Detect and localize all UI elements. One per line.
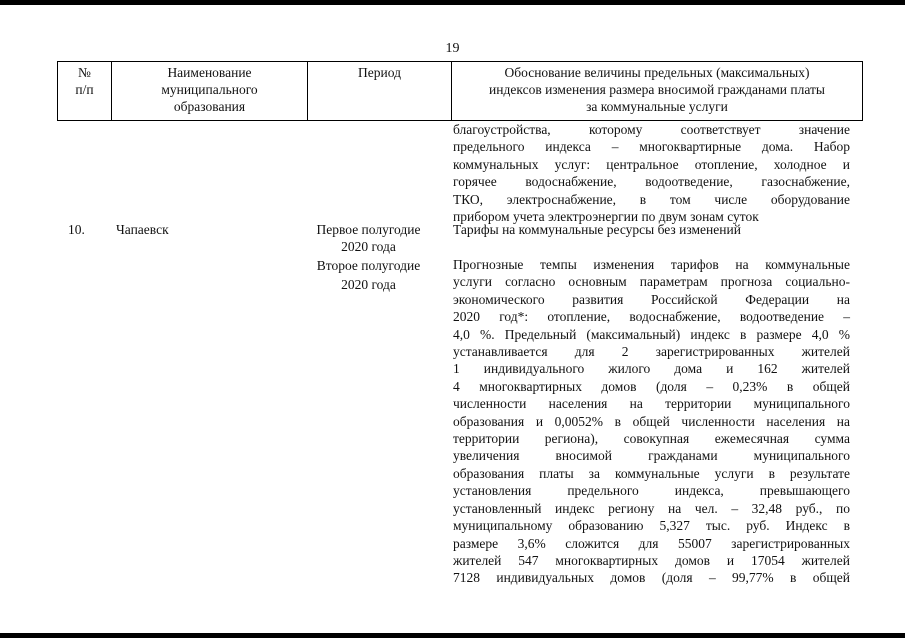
bottom-border-rule — [0, 633, 905, 638]
text-line: Тарифы на коммунальные ресурсы без изменений — [453, 222, 741, 237]
text-line: увеличения вносимой гражданами муниципального — [453, 448, 850, 464]
text-line: предельного индекса – многоквартирные дома. Набор — [453, 139, 850, 155]
text-line: 4 многоквартирных домов (доля – 0,23% в общей — [453, 378, 850, 394]
period-line: 2020 года — [341, 277, 396, 292]
continuation-paragraph — [453, 121, 850, 225]
top-border-rule — [0, 0, 905, 5]
header-justification-line: индексов изменения размера вносимой гражданами платы — [489, 82, 825, 97]
text-line: благоустройства, которому соответствует значение — [453, 122, 850, 137]
header-period-line: Период — [358, 65, 401, 80]
text-line: прибором учета электроэнергии по двум зонам суток — [453, 209, 759, 225]
text-line: установления предельного индекса, превышающего — [453, 483, 850, 499]
header-municipality-line: муниципального — [161, 82, 258, 97]
header-municipality-line: образования — [173, 99, 246, 114]
text-line: размере 3,6% сложится для 55007 зарегистрированных — [453, 535, 850, 551]
text-line: 4,0 %. Предельный (максимальный) индекс в размере 4,0 % — [453, 326, 850, 342]
text-line: экономического развития Российской Федерации на — [453, 291, 850, 307]
header-period-column — [307, 62, 451, 120]
text-line: 7128 индивидуальных домов (доля – 99,77% в общей — [453, 570, 850, 586]
municipality-name: Чапаевск — [116, 222, 169, 237]
text-line: 2020 год*: отопление, водоснабжение, водоотведение – — [453, 309, 850, 325]
text-line: Прогнозные темпы изменения тарифов на коммунальные — [453, 257, 850, 272]
text-line: численности населения на территории муниципального — [453, 396, 850, 412]
text-line: установленный индекс регионy на чел. – 32,48 руб., по — [453, 500, 850, 516]
header-number-line: № — [78, 65, 91, 80]
page-number: 19 — [445, 41, 460, 56]
forecast-paragraph — [453, 256, 850, 587]
text-line: горячее водоснабжение, водоотведение, газоснабжение, — [453, 174, 850, 190]
text-line: услуги согласно основным параметрам прогноза социально- — [453, 274, 850, 290]
text-line: образования платы за коммунальные услуги в результате — [453, 465, 850, 481]
text-line: муниципальному образованию 5,327 тыс. руб. Индекс в — [453, 518, 850, 534]
table-header — [57, 61, 863, 121]
period-line: 2020 года — [341, 239, 396, 255]
text-line: коммунальных услуг: центральное отопление, холодное и — [453, 156, 850, 172]
text-line: территории региона), совокупная ежемесячная сумма — [453, 431, 850, 447]
text-line: устанавливается для 2 зарегистрированных жителей — [453, 344, 850, 360]
header-municipality-line: Наименование — [167, 65, 252, 80]
period-second-half — [306, 256, 431, 294]
text-line: ТКО, электроснабжение, в том числе оборудование — [453, 191, 850, 207]
header-justification-column — [451, 62, 862, 120]
header-number-line: п/п — [75, 82, 94, 97]
header-number-column — [58, 62, 111, 120]
text-line: 1 индивидуального жилого дома и 162 жителей — [453, 361, 850, 377]
tariff-statement — [453, 221, 850, 238]
period-first-half — [306, 221, 431, 256]
text-line: жителей 547 многоквартирных домов и 17054 жителей — [453, 552, 850, 568]
header-municipality-column — [111, 62, 307, 120]
period-line: Первое полугодие — [316, 222, 421, 237]
row-number: 10. — [68, 222, 85, 237]
header-justification-line: Обоснование величины предельных (максимальных) — [504, 65, 810, 80]
header-justification-line: за коммунальные услуги — [586, 99, 728, 114]
text-line: образования и 0,0052% в общей численности населения на — [453, 413, 850, 429]
period-line: Второе полугодие — [316, 258, 421, 273]
